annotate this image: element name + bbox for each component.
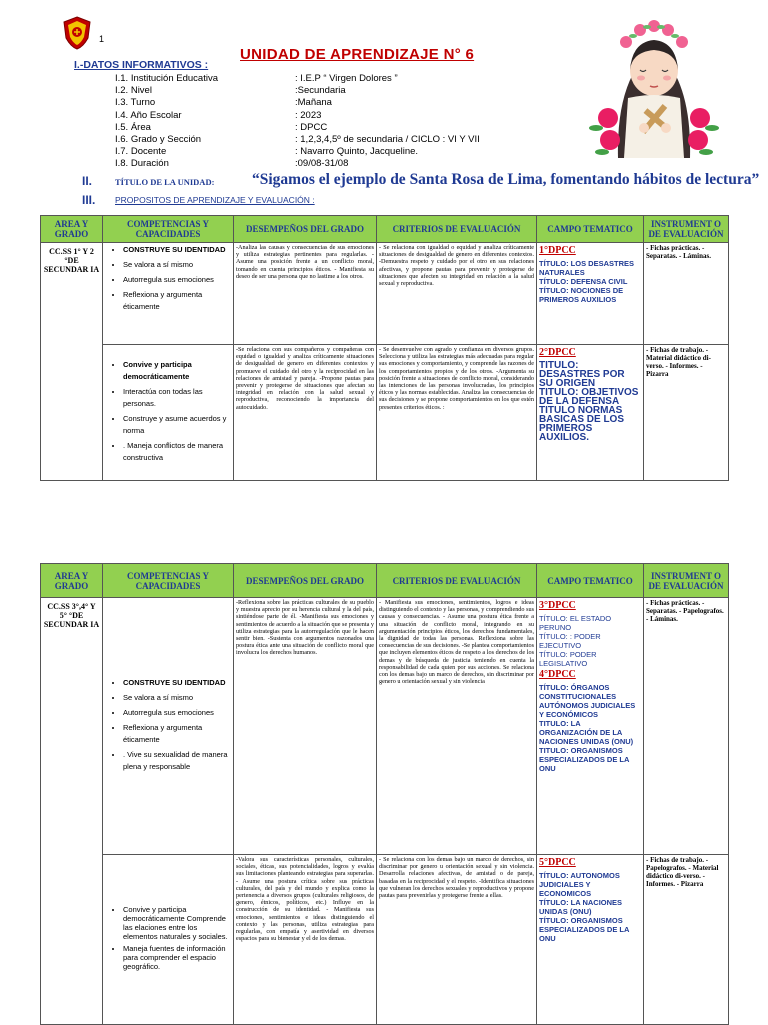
- datos-heading: I.-DATOS INFORMATIVOS :: [74, 59, 209, 71]
- instrumento-cell: - Fichas prácticas. - Separatas. - Papelografos. - Láminas.: [644, 598, 729, 855]
- instrumento-cell: - Fichas prácticas. - Separatas. - Láminas.: [644, 243, 729, 345]
- competencias-cell: [103, 855, 234, 1025]
- campo-topic: TÍTULO: PODER LEGISLATIVO: [539, 650, 597, 668]
- criterios-cell: - Se relaciona con igualdad o equidad y analiza críticamente situaciones de desigualdad de genero en diferentes contextos. -Demuestra respeto y cuidado por el otro en sus relaciones afectivas, y propone pautas para prevenir y protegerse de situaciones que afecten su integridad en relación a la salud sexual y reproductiva.: [377, 243, 537, 345]
- campo-cell: [537, 855, 644, 1025]
- section-2-label: TÍTULO DE LA UNIDAD:: [115, 177, 215, 187]
- campo-cell: [537, 243, 644, 345]
- campo-topic: TÍTULO: LA NACIONES UNIDAS (ONU): [539, 898, 623, 916]
- table-header-row: [41, 216, 729, 243]
- col-competencias: COMPETENCIAS Y CAPACIDADES: [103, 564, 234, 598]
- campo-topic: TITULO: DESASTRES POR SU ORIGEN: [539, 360, 625, 389]
- campo-topic: TÍTULO: LOS DESASTRES NATURALES: [539, 259, 635, 277]
- competency-item: • CONSTRUYE SU IDENTIDAD: [123, 244, 231, 256]
- criterios-cell: - Manifiesta sus emociones, sentimientos, logros e ideas distinguiendo el contexto y las personas, y comprendiendo sus causas y consecuencias. - Asume una postura ética frente a una situación de conflicto moral, integrando en su argumentación principios éticos, los derechos fundamentales, la dignidad de todas las personas. Reflexiona sobre las consecuencias de sus decisiones. -Se plantea comportamientos que incluyen elementos éticos de respeto a los derechos de los demas y de búsqueda de justicia teniendo en cuenta la responsabilidad de cada quien por sus acciones. Se relaciona con los demas bajo un marco de derechos, sin discriminar por genero u orientación sexual y sin violencia: [377, 598, 537, 855]
- capacity-item: • . Maneja conflictos de manera constructiva: [123, 440, 231, 464]
- col-instrumento: INSTRUMENT O DE EVALUACIÓN: [644, 216, 729, 243]
- datos-label: I.4. Año Escolar: [115, 109, 182, 121]
- campo-topic: TÍTULO: AUTONOMOS JUDICIALES Y ECONOMICOS: [539, 871, 620, 898]
- campo-topic: TÍTULO: : PODER EJECUTIVO: [539, 632, 601, 650]
- table-row: [41, 598, 729, 855]
- campo-topic: TÍTULO: DEFENSA CIVIL: [539, 277, 628, 286]
- campo-grade-heading: 3°DPCC: [539, 600, 576, 611]
- col-area: AREA Y GRADO: [41, 564, 103, 598]
- campo-topic: TITULO: OBJETIVOS DE LA DEFENSA: [539, 387, 639, 407]
- datos-value: :09/08-31/08: [295, 158, 349, 170]
- datos-value: : I.E.P “ Virgen Dolores ”: [295, 73, 398, 84]
- table-row: [41, 243, 729, 345]
- campo-grade-heading: 1°DPCC: [539, 245, 576, 256]
- competency-item: • Convive y participa democráticamente: [123, 359, 231, 383]
- area-grado-cell: CC.SS 1° Y 2 °DE SECUNDAR IA: [41, 243, 103, 481]
- datos-value: :Mañana: [295, 97, 332, 109]
- criterios-cell: - Se desenvuelve con agrado y confianza en diversos grupos. Selecciona y utiliza las estrategias más adecuadas para regular sus emociones y comportamiento, y comprende las razones de los comportamientos propios y de los otros. -Argumenta su posición frente a situaciones de conflicto moral, considerando las intenciones de las personas involucradas, los principios éticos y las normas establecidas. Analiza las consecuencias de sus decisiones y se propone comportamientos en los que estén presentes criterios éticos. :: [377, 345, 537, 481]
- datos-label: I.3. Turno: [115, 97, 156, 109]
- campo-topic: TÍTULO: EL ESTADO PERUNO: [539, 614, 612, 632]
- datos-label: I.1. Institución Educativa: [115, 73, 218, 84]
- col-competencias: COMPETENCIAS Y CAPACIDADES: [103, 216, 234, 243]
- unit-title: “Sigamos el ejemplo de Santa Rosa de Lima, fomentando hábitos de lectura”: [252, 171, 760, 188]
- datos-value: : Navarro Quinto, Jacqueline.: [295, 146, 419, 158]
- col-area: AREA Y GRADO: [41, 216, 103, 243]
- datos-label: I.2. Nivel: [115, 85, 152, 97]
- col-desempenos: DESEMPEÑOS DEL GRADO: [234, 216, 377, 243]
- capacity-item: • Se valora a sí mismo: [123, 259, 231, 271]
- capacity-item: • Autorregula sus emociones: [123, 274, 231, 286]
- capacity-item: • Se valora a sí mismo: [123, 692, 231, 704]
- capacity-item: • Construye y asume acuerdos y norma: [123, 413, 231, 437]
- datos-value: : 2023: [295, 109, 322, 121]
- competencias-cell: [103, 345, 234, 481]
- datos-label: I.6. Grado y Sección: [115, 134, 202, 145]
- competencias-cell: [103, 243, 234, 345]
- santa-rosa-illustration: [588, 8, 720, 158]
- campo-cell: [537, 598, 644, 855]
- capacity-item: • Interactúa con todas las personas.: [123, 386, 231, 410]
- desempenos-cell: -Reflexiona sobre las prácticas culturales de su pueblo y muestra aprecio por su herencia cultural y la del país, sintiéndose parte de él. -Manifiesta sus emociones y sentimientos de acuerdo a la situación que se presenta y utiliza estrategias para la autorregulación que le hacen sentir bien. -Sustenta con argumentos razonados una postura ética ante una situación de conflicto moral que involucra los derechos humanos.: [234, 598, 377, 855]
- campo-topic: TITULO NORMAS BASICAS DE LOS PRIMEROS AUXILIOS.: [539, 405, 625, 443]
- page-number: 1: [99, 34, 105, 44]
- capacity-item: • Autorregula sus emociones: [123, 707, 231, 719]
- capacity-item: • . Vive su sexualidad de manera plena y responsable: [123, 749, 231, 773]
- capacity-item: • Reflexiona y argumenta éticamente: [123, 289, 231, 313]
- campo-grade-heading: 2°DPCC: [539, 347, 576, 358]
- col-campo: CAMPO TEMATICO: [537, 564, 644, 598]
- criterios-cell: - Se relaciona con los demas bajo un marco de derechos, sin discriminar por genero u orientación sexual y sin violencia. Desarrolla relaciones afectivas, de amistad o de pareja, basadas en la reciprocidad y el respeto. -Identifica situaciones que vulneran los derechos sexuales y reproductivos y propone pautas para prevenirlas y protegerse frente a ellas.: [377, 855, 537, 1025]
- competency-item: • CONSTRUYE SU IDENTIDAD: [123, 677, 231, 689]
- competencias-cell: [103, 598, 234, 855]
- campo-cell: [537, 345, 644, 481]
- section-2-number: II.: [82, 174, 93, 188]
- datos-label: I.8. Duración: [115, 158, 169, 170]
- desempenos-cell: -Se relaciona con sus compañeros y compañeras con equidad o igualdad y analiza críticamente situaciones de desigualdad de genero en diferentes contextos y promueve el cuidado del otro y la reciprocidad en las relaciones de amistad y pareja. -Propone pautas para prevenir y protegerse de situaciones que afectan su integridad en relación con la salud sexual y reproductiva, reconociendo la importancia del autocuidado.: [234, 345, 377, 481]
- datos-value: : DPCC: [295, 121, 328, 133]
- campo-topic: TÍTULO: ÓRGANOS CONSTITUCIONALES AUTÓNOMOS JUDICIALES Y ECONÓMICOS: [539, 683, 636, 719]
- campo-topic: TITULO: ORGANISMOS ESPECIALIZADOS DE LA ONU: [539, 746, 630, 773]
- area-grado-cell: CC.SS 3°,4° Y 5° °DE SECUNDAR IA: [41, 598, 103, 1025]
- datos-label: I.7. Docente: [115, 146, 167, 158]
- desempenos-cell: -Valora sus características personales, culturales, sociales, éticas, sus potencialidades, logros y evalúa sus limitaciones planteando estrategias para superarlas. - Asume una postura crítica sobre sus prácticas culturales, del país y del mundo y explica como la pertenencia a diversos grupos (culturales religiosos, de genero, étnicos, políticos, etc.) Influye en la construcción de su identidad. - Manifiesta sus emociones, sentimientos e ideas distinguiendo el contexto y las personas, utiliza estrategias para regularlas, con empatía y asertividad en diversos espacios para su bienestar y el de los demas.: [234, 855, 377, 1025]
- col-criterios: CRITERIOS DE EVALUACIÓN: [377, 216, 537, 243]
- purposes-table-1: [40, 215, 729, 481]
- purposes-table-2: [40, 563, 729, 1025]
- campo-grade-heading: 4°DPCC: [539, 669, 576, 680]
- section-3-number: III.: [82, 193, 96, 207]
- instrumento-cell: - Fichas de trabajo. - Papelografos. - Material didáctico di-verso. - Informes. - Pizarra: [644, 855, 729, 1025]
- instrumento-cell: - Fichas de trabajo. - Material didáctico di-verso. - Informes. - Pizarra: [644, 345, 729, 481]
- table-row: [41, 855, 729, 1025]
- capacity-item: • Reflexiona y argumenta éticamente: [123, 722, 231, 746]
- desempenos-cell: -Analiza las causas y consecuencias de sus emociones y utiliza estrategias pertinentes para regularlas. - Asume una posición frente a un conflicto moral, tomando en cuenta principios éticos. - Manifiesta su deseo de ser una persona que no lastime a los otros.: [234, 243, 377, 345]
- campo-grade-heading: 5°DPCC: [539, 857, 576, 868]
- page-title: UNIDAD DE APRENDIZAJE N° 6: [240, 46, 475, 63]
- col-campo: CAMPO TEMATICO: [537, 216, 644, 243]
- datos-label: I.5. Área: [115, 121, 151, 133]
- section-3-label: PROPOSITOS DE APRENDIZAJE Y EVALUACIÓN :: [115, 195, 315, 205]
- campo-topic: TÍTULO: NOCIONES DE PRIMEROS AUXILIOS: [539, 286, 624, 304]
- table-row: [41, 345, 729, 481]
- school-crest-logo: [63, 16, 91, 50]
- col-instrumento: INSTRUMENT O DE EVALUACIÓN: [644, 564, 729, 598]
- table-header-row: [41, 564, 729, 598]
- datos-value: : 1,2,3,4,5º de secundaria / CICLO : VI Y VII: [295, 134, 480, 145]
- col-criterios: CRITERIOS DE EVALUACIÓN: [377, 564, 537, 598]
- col-desempenos: DESEMPEÑOS DEL GRADO: [234, 564, 377, 598]
- campo-topic: TITULO: LA ORGANIZACIÓN DE LA NACIONES UNIDAS (ONU): [539, 719, 634, 746]
- campo-topic: TÍTULO: ORGANISMOS ESPECIALIZADOS DE LA ONU: [539, 916, 630, 943]
- capacity-item: • Maneja fuentes de información para comprender el espacio geográfico.: [123, 944, 231, 971]
- datos-value: :Secundaria: [295, 85, 346, 97]
- competency-item: • Convive y participa democráticamente Comprende las elaciones entre los elementos naturales y sociales.: [123, 905, 231, 941]
